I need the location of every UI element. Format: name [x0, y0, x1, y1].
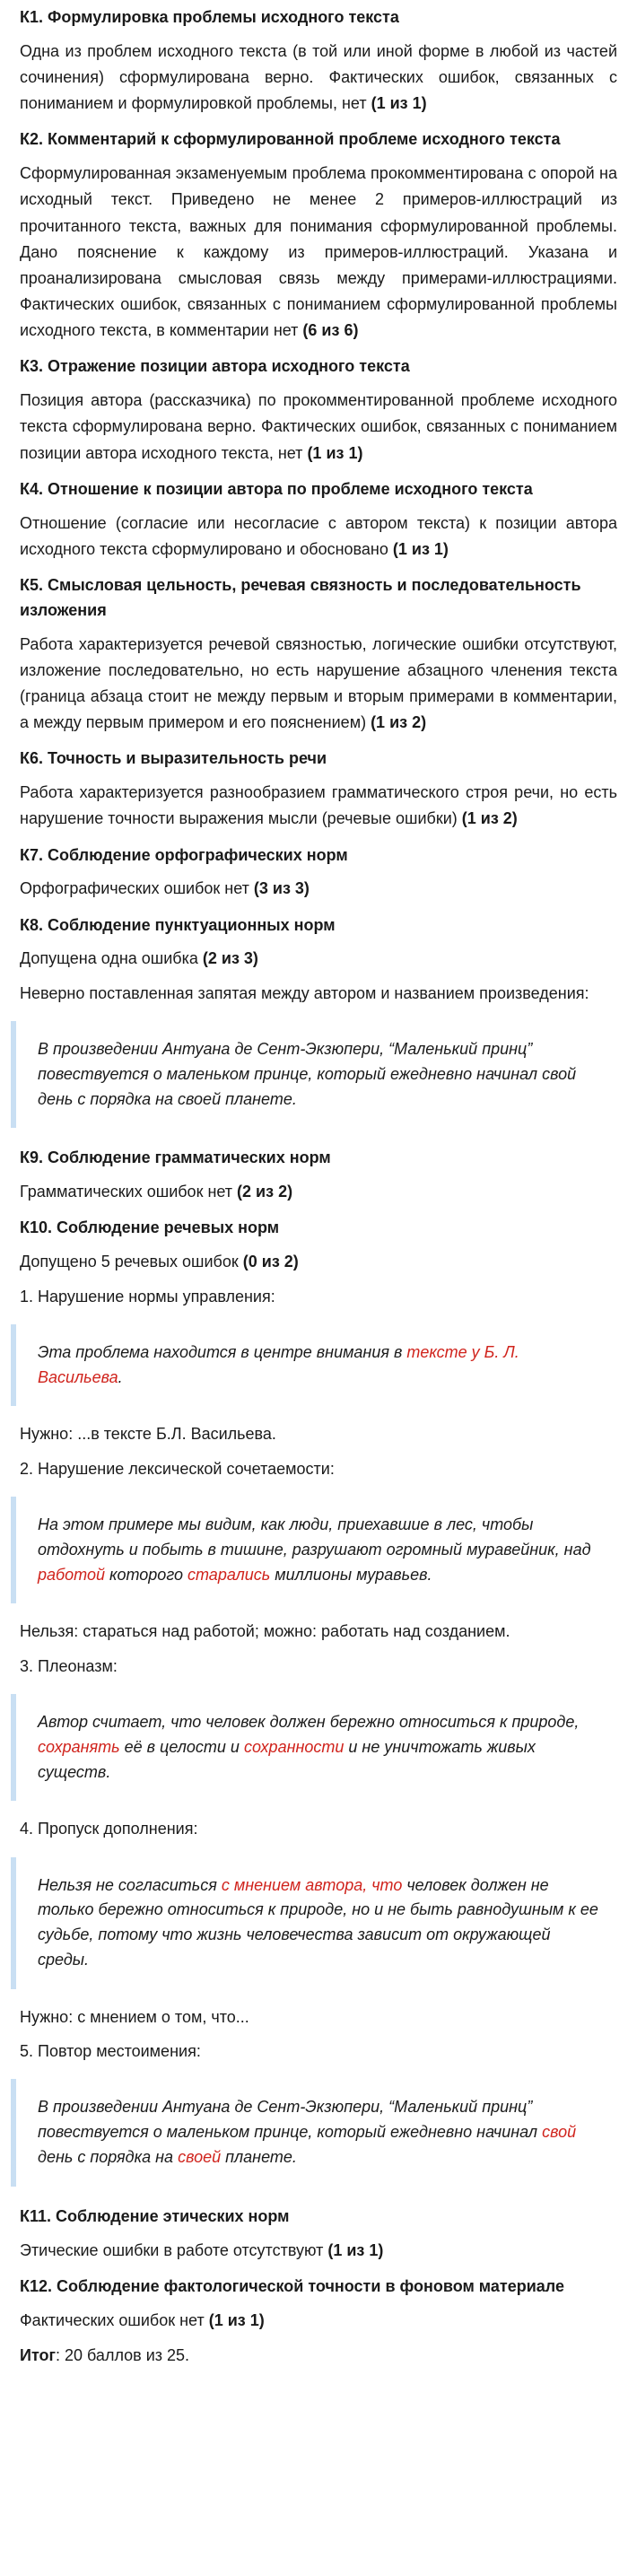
criterion-k8-heading: К8. Соблюдение пунктуационных норм: [20, 915, 336, 934]
criterion-k8-score: (2 из 3): [202, 949, 258, 968]
total-score: Итог: 20 баллов из 25.: [20, 2346, 190, 2365]
error-2-fix: Нельзя: стараться над работой; можно: работать над созданием.: [20, 1622, 510, 1641]
criterion-k8-quote: В произведении Антуана де Сент-Экзюпери, “Маленький принц” повествуется о маленьком принце, который ежедневно начинал свой день с порядка на своей планете.: [11, 1021, 617, 1129]
criterion-k11-score: (1 из 1): [327, 2241, 384, 2260]
error-5-quote: В произведении Антуана де Сент-Экзюпери, “Маленький принц” повествуется о маленьком принце, который ежедневно начинал свой день с порядка на своей планете.: [11, 2079, 617, 2187]
criterion-k2-text: Сформулированная экзаменуемым проблема прокомментирована с опорой на исходный текст. Приведено не менее 2 примеров-иллюстраций из прочитанного текста, важных для понимания сформулированной проблемы. Дано пояснение к каждому из примеров-иллюстраций. Указана и проанализирована смысловая связь между примерами-иллюстрациями. Фактических ошибок, связанных с пониманием сформулированной проблемы исходного текста, в комментарии нет (6 из 6): [20, 164, 617, 340]
criterion-k1-heading: К1. Формулировка проблемы исходного текста: [20, 8, 399, 26]
error-5-highlight-a: свой: [542, 2123, 577, 2142]
criterion-k4-score: (1 из 1): [392, 539, 449, 558]
error-1-fix: Нужно: ...в тексте Б.Л. Васильева.: [20, 1425, 276, 1444]
error-5-title: 5. Повтор местоимения:: [20, 2042, 201, 2061]
error-3-quote: Автор считает, что человек должен бережно относиться к природе, сохранять её в целости и сохранности и не уничтожать живых существ.: [11, 1694, 617, 1802]
criterion-k5-score: (1 из 2): [371, 713, 427, 732]
criterion-k7-heading: К7. Соблюдение орфографических норм: [20, 845, 348, 864]
criterion-k3-text: Позиция автора (рассказчика) по прокомментированной проблеме исходного текста сформулирована верно. Фактических ошибок, связанных с пониманием позиции автора исходного текста, нет (1 из 1): [20, 391, 617, 462]
criterion-k3-score: (1 из 1): [307, 443, 363, 462]
criterion-k10-heading: К10. Соблюдение речевых норм: [20, 1218, 280, 1237]
error-2-highlight-b: старались: [188, 1565, 271, 1584]
error-1-quote: Эта проблема находится в центре внимания в тексте у Б. Л. Васильева.: [11, 1324, 617, 1407]
error-2-title: 2. Нарушение лексической сочетаемости:: [20, 1459, 335, 1478]
error-4-title: 4. Пропуск дополнения:: [20, 1820, 198, 1838]
total-label: Итог: [20, 2346, 57, 2365]
criterion-k9-heading: К9. Соблюдение грамматических норм: [20, 1148, 331, 1167]
criterion-k8-note: Неверно поставленная запятая между автором и названием произведения:: [20, 983, 589, 1002]
error-1-title: 1. Нарушение нормы управления:: [20, 1287, 275, 1305]
criterion-k5-heading: К5. Смысловая цельность, речевая связность и последовательность изложения: [20, 575, 581, 619]
criterion-k12-heading: К12. Соблюдение фактологической точности в фоновом материале: [20, 2277, 564, 2296]
criterion-k4-heading: К4. Отношение к позиции автора по проблеме исходного текста: [20, 479, 533, 498]
error-4-highlight: с мнением автора, что: [221, 1875, 403, 1894]
criterion-k6-score: (1 из 2): [461, 809, 518, 828]
criterion-k12-score: (1 из 1): [208, 2311, 265, 2330]
criterion-k4-text: Отношение (согласие или несогласие с автором текста) к позиции автора исходного текста сформулировано и обосновано (1 из 1): [20, 513, 617, 558]
error-3-highlight-a: сохранять: [38, 1737, 120, 1756]
criterion-k10-text: Допущено 5 речевых ошибок (0 из 2): [20, 1253, 299, 1271]
error-4-quote: Нельзя не согласиться с мнением автора, что человек должен не только бережно относиться к природе, но и не быть равнодушным к ее судьбе, потому что жизнь человечества зависит от окружающей среды.: [11, 1857, 617, 1990]
error-5-highlight-b: своей: [178, 2148, 222, 2167]
criterion-k8-text: Допущена одна ошибка (2 из 3): [20, 949, 258, 968]
criterion-k5-text: Работа характеризуется речевой связностью, логические ошибки отсутствуют, изложение последовательно, но есть нарушение абзацного членения текста (граница абзаца стоит не между первым и вторым примерами в комментарии, а между первым примером и его пояснением) (1 из 2): [20, 634, 617, 732]
criterion-k11-heading: К11. Соблюдение этических норм: [20, 2207, 290, 2226]
criterion-k2-score: (6 из 6): [302, 321, 359, 340]
error-2-highlight-a: работой: [38, 1565, 105, 1584]
criterion-k3-heading: К3. Отражение позиции автора исходного текста: [20, 357, 410, 376]
criterion-k2-heading: К2. Комментарий к сформулированной проблеме исходного текста: [20, 130, 561, 149]
criterion-k11-text: Этические ошибки в работе отсутствуют (1 из 1): [20, 2241, 384, 2260]
criterion-k7-score: (3 из 3): [253, 879, 310, 898]
error-4-fix: Нужно: с мнением о том, что...: [20, 2008, 249, 2027]
error-1-highlight: тексте у Б. Л. Васильева: [38, 1342, 519, 1386]
error-2-quote: На этом примере мы видим, как люди, приехавшие в лес, чтобы отдохнуть и побыть в тишине, разрушают огромный муравейник, над работой которого старались миллионы муравьев.: [11, 1497, 617, 1604]
criterion-k1-score: (1 из 1): [371, 94, 427, 113]
criterion-k1-text: Одна из проблем исходного текста (в той или иной форме в любой из частей сочинения) сформулирована верно. Фактических ошибок, связанных с пониманием и формулировкой проблемы, нет (1 из 1): [20, 41, 617, 113]
criterion-k9-text: Грамматических ошибок нет (2 из 2): [20, 1183, 293, 1201]
criterion-k10-score: (0 из 2): [242, 1253, 299, 1271]
criterion-k9-score: (2 из 2): [237, 1183, 293, 1201]
error-3-title: 3. Плеоназм:: [20, 1656, 118, 1675]
criterion-k6-heading: К6. Точность и выразительность речи: [20, 749, 327, 768]
error-3-highlight-b: сохранности: [243, 1737, 345, 1756]
criterion-k12-text: Фактических ошибок нет (1 из 1): [20, 2311, 265, 2330]
criterion-k7-text: Орфографических ошибок нет (3 из 3): [20, 879, 310, 898]
criterion-k6-text: Работа характеризуется разнообразием грамматического строя речи, но есть нарушение точности выражения мысли (речевые ошибки) (1 из 2): [20, 783, 617, 828]
